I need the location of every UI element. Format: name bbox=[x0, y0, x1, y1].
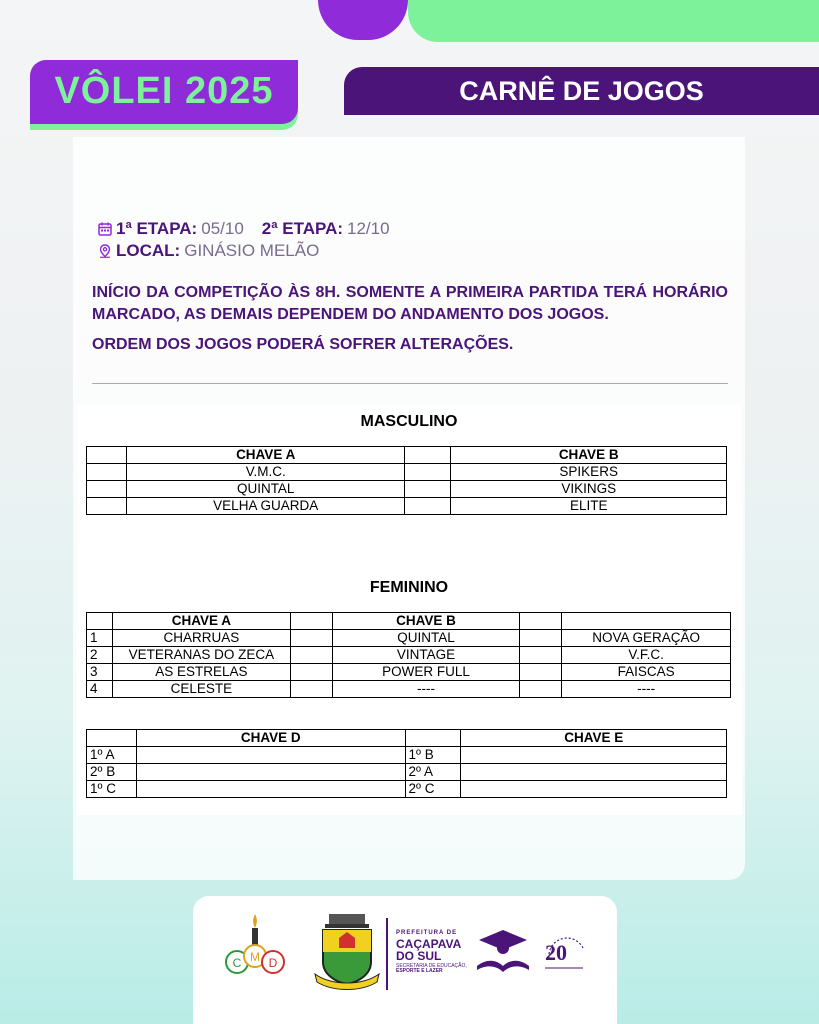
team-cell: VELHA GUARDA bbox=[126, 498, 405, 515]
row-number: 4 bbox=[87, 681, 113, 698]
table-cell bbox=[520, 630, 562, 647]
feminino-chave-a-header: CHAVE A bbox=[112, 613, 290, 630]
location-row bbox=[98, 240, 390, 262]
table-cell bbox=[136, 747, 405, 764]
row-number: 3 bbox=[87, 664, 113, 681]
table-cell bbox=[87, 498, 127, 515]
table-cell bbox=[461, 764, 727, 781]
table-cell bbox=[520, 681, 562, 698]
table-row bbox=[87, 464, 727, 481]
anniversary-logo bbox=[539, 928, 589, 976]
team-cell: NOVA GERAÇÃO bbox=[562, 630, 731, 647]
table-row bbox=[87, 481, 727, 498]
table-cell bbox=[290, 681, 332, 698]
table-row bbox=[87, 764, 727, 781]
chave-d-header: CHAVE D bbox=[136, 730, 405, 747]
prefeitura-logo bbox=[396, 930, 467, 974]
notice-changes: ORDEM DOS JOGOS PODERÁ SOFRER ALTERAÇÕES. bbox=[92, 336, 514, 353]
anniversary-number: 20 bbox=[545, 940, 567, 965]
table-header-row bbox=[87, 613, 731, 630]
seed-cell: 1º A bbox=[87, 747, 137, 764]
top-purple-shape bbox=[318, 0, 408, 40]
table-cell bbox=[405, 498, 451, 515]
logo-separator bbox=[386, 918, 388, 990]
prefeitura-city-1: CAÇAPAVA bbox=[396, 937, 462, 951]
team-cell: QUINTAL bbox=[332, 630, 520, 647]
table-cell bbox=[405, 481, 451, 498]
team-cell: VETERANAS DO ZECA bbox=[112, 647, 290, 664]
masculino-title: MASCULINO bbox=[360, 413, 458, 430]
feminino-table bbox=[86, 612, 731, 698]
notice-schedule: INÍCIO DA COMPETIÇÃO ÀS 8H. SOMENTE A PRIMEIRA PARTIDA TERÁ HORÁRIO MARCADO, AS DEMAIS DEPENDEM DO ANDAMENTO DOS JOGOS. bbox=[92, 284, 728, 323]
row-number: 1 bbox=[87, 630, 113, 647]
table-row bbox=[87, 630, 731, 647]
table-row bbox=[87, 498, 727, 515]
table-cell bbox=[290, 613, 332, 630]
table-cell bbox=[562, 613, 731, 630]
table-cell bbox=[520, 613, 562, 630]
table-cell bbox=[136, 781, 405, 798]
cmd-logo bbox=[217, 912, 293, 984]
table-cell bbox=[87, 447, 127, 464]
team-cell: ---- bbox=[562, 681, 731, 698]
location-value: GINÁSIO MELÃO bbox=[184, 241, 320, 260]
table-cell bbox=[87, 730, 137, 747]
table-row bbox=[87, 681, 731, 698]
seed-cell: 2º A bbox=[405, 764, 461, 781]
table-cell bbox=[87, 464, 127, 481]
page-subtitle: CARNÊ DE JOGOS bbox=[459, 76, 704, 106]
table-cell bbox=[136, 764, 405, 781]
table-cell bbox=[290, 630, 332, 647]
team-cell: VIKINGS bbox=[451, 481, 727, 498]
table-cell bbox=[87, 613, 113, 630]
city-coat-of-arms-logo bbox=[311, 912, 383, 992]
team-cell: ELITE bbox=[451, 498, 727, 515]
table-cell bbox=[290, 647, 332, 664]
stage1-label: 1ª ETAPA: bbox=[116, 219, 198, 238]
table-row bbox=[87, 664, 731, 681]
seed-cell: 2º C bbox=[405, 781, 461, 798]
dates-row bbox=[98, 218, 390, 240]
table-cell bbox=[520, 647, 562, 664]
location-pin-icon bbox=[98, 244, 112, 258]
divider bbox=[92, 383, 728, 384]
table-row bbox=[87, 781, 727, 798]
notice-block bbox=[92, 282, 728, 364]
stage2-date: 12/10 bbox=[347, 219, 390, 238]
team-cell: QUINTAL bbox=[126, 481, 405, 498]
stage1-date: 05/10 bbox=[201, 219, 244, 238]
team-cell: SPIKERS bbox=[451, 464, 727, 481]
subtitle-banner bbox=[344, 67, 819, 115]
top-green-shape bbox=[408, 0, 819, 42]
masculino-chave-a-header: CHAVE A bbox=[126, 447, 405, 464]
table-cell bbox=[87, 481, 127, 498]
masculino-chave-b-header: CHAVE B bbox=[451, 447, 727, 464]
team-cell: ---- bbox=[332, 681, 520, 698]
masculino-table bbox=[86, 446, 727, 515]
event-info bbox=[98, 218, 390, 262]
team-cell: AS ESTRELAS bbox=[112, 664, 290, 681]
team-cell: CHARRUAS bbox=[112, 630, 290, 647]
prefeitura-sec-2: ESPORTE E LAZER bbox=[396, 968, 443, 974]
table-cell bbox=[461, 781, 727, 798]
prefeitura-small: PREFEITURA DE bbox=[396, 930, 458, 936]
logo-letter: D bbox=[268, 956, 278, 970]
stage2-label: 2ª ETAPA: bbox=[261, 219, 344, 238]
prefeitura-city-2: DO SUL bbox=[396, 949, 442, 963]
team-cell: V.F.C. bbox=[562, 647, 731, 664]
seed-cell: 1º C bbox=[87, 781, 137, 798]
feminino-chave-b-header: CHAVE B bbox=[332, 613, 520, 630]
table-row bbox=[87, 747, 727, 764]
chave-e-header: CHAVE E bbox=[461, 730, 727, 747]
calendar-icon bbox=[98, 222, 112, 236]
title-badge bbox=[30, 60, 298, 124]
seed-cell: 2º B bbox=[87, 764, 137, 781]
footer-logos bbox=[193, 896, 617, 1024]
chaves-de-table bbox=[86, 729, 727, 798]
table-header-row bbox=[87, 447, 727, 464]
team-cell: FAISCAS bbox=[562, 664, 731, 681]
table-row bbox=[87, 647, 731, 664]
team-cell: CELESTE bbox=[112, 681, 290, 698]
team-cell: VINTAGE bbox=[332, 647, 520, 664]
table-cell bbox=[405, 464, 451, 481]
table-cell bbox=[405, 447, 451, 464]
location-label: LOCAL: bbox=[116, 241, 181, 260]
table-header-row bbox=[87, 730, 727, 747]
table-cell bbox=[405, 730, 461, 747]
feminino-title: FEMININO bbox=[369, 579, 449, 596]
team-cell: POWER FULL bbox=[332, 664, 520, 681]
table-cell bbox=[461, 747, 727, 764]
table-cell bbox=[290, 664, 332, 681]
logo-letter: C bbox=[232, 956, 242, 970]
prefeitura-sec-1: SECRETARIA DE EDUCAÇÃO, bbox=[396, 963, 467, 969]
education-logo bbox=[473, 926, 533, 974]
seed-cell: 1º B bbox=[405, 747, 461, 764]
row-number: 2 bbox=[87, 647, 113, 664]
team-cell: V.M.C. bbox=[126, 464, 405, 481]
logo-letter: M bbox=[250, 950, 260, 964]
page-title: VÔLEI 2025 bbox=[54, 70, 274, 112]
table-cell bbox=[520, 664, 562, 681]
